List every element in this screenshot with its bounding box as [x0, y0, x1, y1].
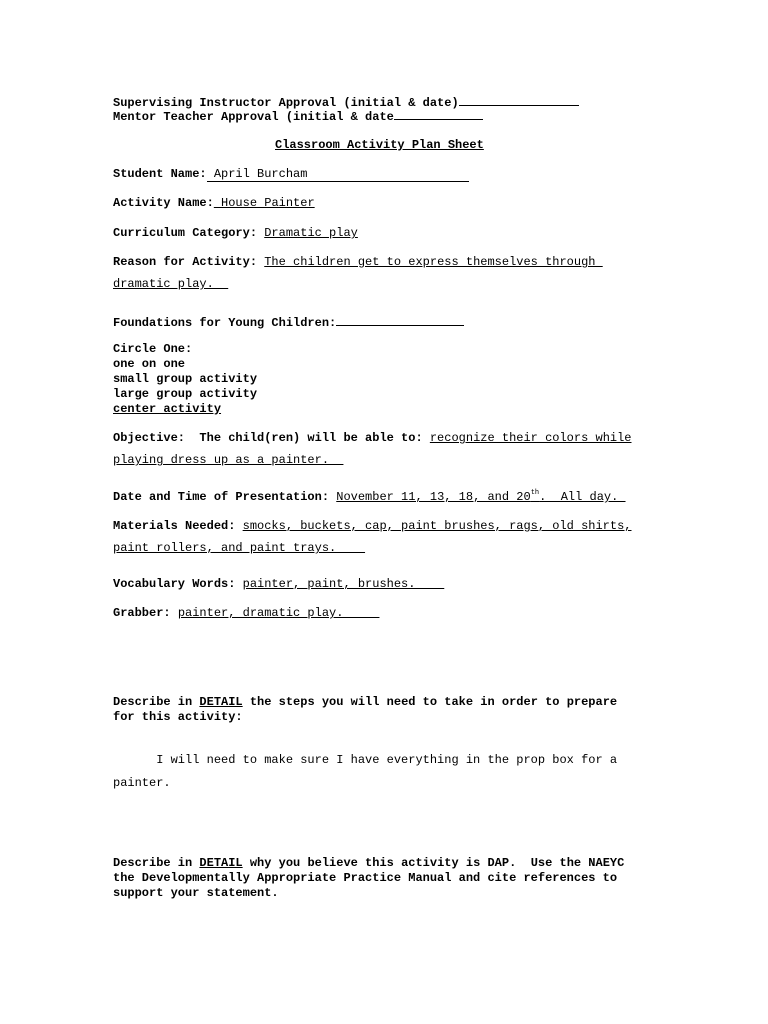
objective-line-1	[113, 431, 632, 445]
describe-dap-post: why you believe this activity is DAP. Use the NAEYC	[242, 856, 625, 870]
reason-line-2	[113, 277, 228, 291]
materials-line-1	[113, 519, 632, 533]
describe-prepare-line-1	[113, 695, 617, 709]
describe-dap-line-2: the Developmentally Appropriate Practice Manual and cite references to	[113, 871, 618, 885]
objective-value-2: playing dress up as a painter.	[113, 453, 344, 467]
circle-one-label: Circle One:	[113, 342, 193, 356]
objective-value-1: recognize their colors while	[429, 431, 632, 445]
describe-dap-emph: DETAIL	[199, 856, 243, 870]
student-name-label: Student Name:	[113, 167, 207, 181]
vocabulary-label: Vocabulary Words:	[113, 577, 236, 591]
student-name-field	[206, 167, 469, 181]
prepare-answer-line-1: I will need to make sure I have everything in the prop box for a	[113, 753, 618, 767]
mentor-approval-line	[113, 108, 483, 124]
supervising-approval-label: Supervising Instructor Approval (initial & date)	[113, 96, 459, 110]
materials-value-2: paint rollers, and paint trays.	[113, 541, 366, 555]
reason-value-2: dramatic play.	[113, 277, 229, 291]
describe-dap-line-1	[113, 856, 624, 870]
student-name-value: April Burcham	[207, 167, 469, 182]
foundations-label: Foundations for Young Children:	[113, 316, 337, 330]
describe-dap-line-3: support your statement.	[113, 886, 279, 900]
materials-label: Materials Needed:	[113, 519, 236, 533]
materials-line-2	[113, 541, 365, 555]
mentor-approval-label: Mentor Teacher Approval (initial & date	[113, 110, 394, 124]
option-one-on-one: one on one	[113, 357, 186, 371]
curriculum-category-line	[113, 226, 358, 240]
reason-value-1: The children get to express themselves through	[264, 255, 603, 269]
reason-line-1	[113, 255, 603, 269]
foundations-line	[113, 314, 464, 330]
grabber-value: painter, dramatic play.	[177, 606, 380, 620]
curriculum-category-label: Curriculum Category:	[113, 226, 258, 240]
option-center-activity: center activity	[113, 402, 222, 416]
grabber-line	[113, 606, 379, 620]
date-time-value-post: . All day.	[539, 490, 626, 504]
describe-prepare-pre: Describe in	[113, 695, 200, 709]
date-time-label: Date and Time of Presentation:	[113, 490, 330, 504]
objective-line-2	[113, 453, 343, 467]
curriculum-category-value: Dramatic play	[264, 226, 358, 240]
objective-label: Objective: The child(ren) will be able to:	[113, 431, 423, 445]
date-time-value	[336, 490, 625, 504]
date-time-line	[113, 490, 626, 504]
student-name-line	[113, 167, 469, 181]
activity-name-value: House Painter	[213, 196, 315, 210]
describe-prepare-post: the steps you will need to take in order to prepare	[242, 695, 618, 709]
grabber-label: Grabber:	[113, 606, 171, 620]
describe-dap-pre: Describe in	[113, 856, 200, 870]
vocabulary-value: painter, paint, brushes.	[242, 577, 445, 591]
date-time-value-pre: November 11, 13, 18, and 20	[336, 490, 531, 504]
describe-prepare-emph: DETAIL	[199, 695, 243, 709]
activity-name-label: Activity Name:	[113, 196, 214, 210]
foundations-blank	[336, 314, 464, 326]
option-small-group: small group activity	[113, 372, 258, 386]
date-time-value-sup: th	[530, 489, 540, 497]
reason-label: Reason for Activity:	[113, 255, 258, 269]
option-large-group: large group activity	[113, 387, 258, 401]
prepare-answer-line-2: painter.	[113, 776, 171, 790]
supervising-approval-blank	[459, 94, 579, 106]
page-title: Classroom Activity Plan Sheet	[275, 138, 484, 152]
mentor-approval-blank	[394, 108, 483, 120]
describe-prepare-line-2: for this activity:	[113, 710, 243, 724]
activity-name-line	[113, 196, 315, 210]
materials-value-1: smocks, buckets, cap, paint brushes, rags, old shirts,	[242, 519, 632, 533]
vocabulary-line	[113, 577, 444, 591]
